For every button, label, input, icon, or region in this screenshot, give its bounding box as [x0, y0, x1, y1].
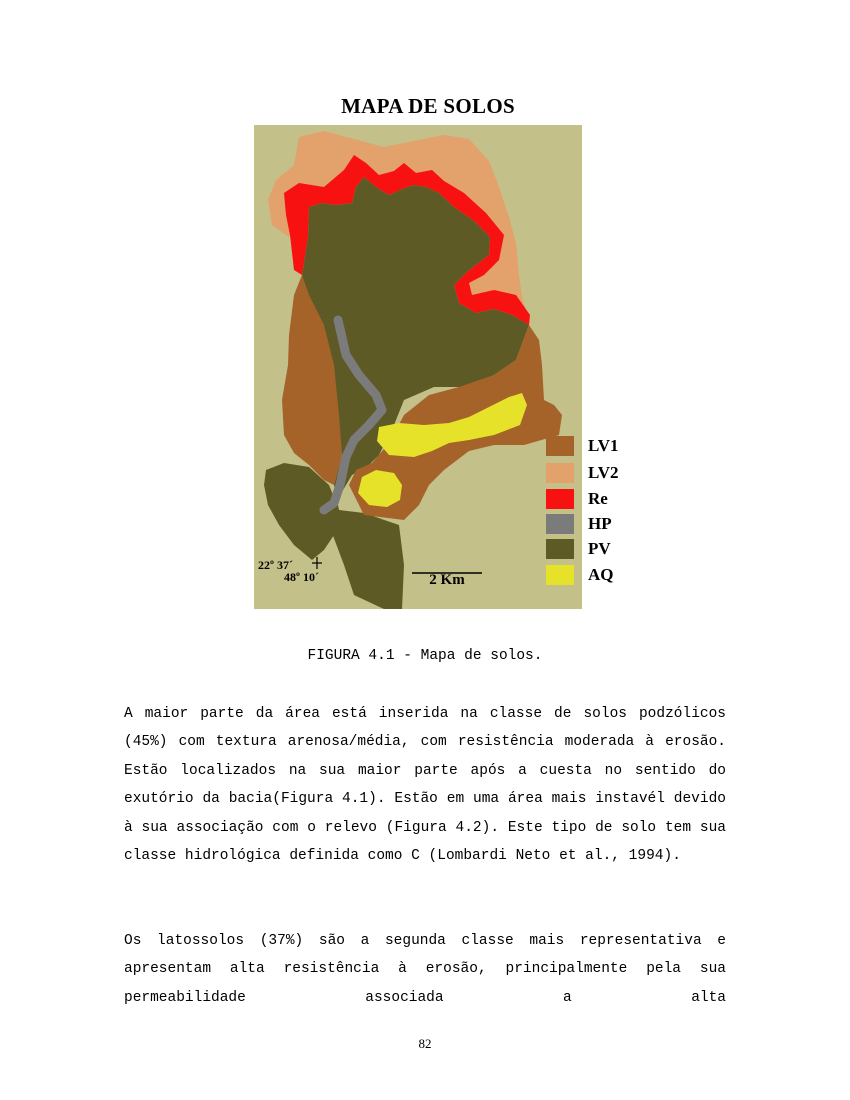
- map-title: MAPA DE SOLOS: [341, 94, 515, 118]
- legend-label: AQ: [588, 565, 614, 584]
- figure-caption: FIGURA 4.1 - Mapa de solos.: [307, 648, 543, 664]
- legend-label: HP: [588, 514, 612, 533]
- legend-item-hp: [546, 514, 656, 534]
- legend-item-re: [546, 489, 656, 509]
- paragraph: Os latossolos (37%) são a segunda classe mais representativa e apresentam alta resistência à erosão, principalmente pela sua permeabilidade associada a alta: [124, 933, 726, 1006]
- legend-item-aq: [546, 565, 656, 585]
- legend-swatch: [546, 489, 574, 509]
- page-number: 82: [418, 1036, 432, 1051]
- paragraph: A maior parte da área está inserida na classe de solos podzólicos (45%) com textura arenosa/média, com resistência moderada à erosão. Estão localizados na sua maior parte após a cuesta no sentido do exutório da bacia(Figura 4.1). Estão em uma área mais instavél devido à sua associação com o relevo (Figura 4.2). Este tipo de solo tem sua classe hidrológica definida como C (Lombardi Neto et al., 1994).: [124, 706, 726, 865]
- legend-item-lv2: [546, 463, 656, 483]
- legend-item-lv1: [546, 436, 656, 456]
- legend-swatch: [546, 565, 574, 585]
- legend-swatch: [546, 514, 574, 534]
- legend-label: Re: [588, 489, 608, 508]
- coordinate-longitude: 48º 10´: [284, 570, 319, 584]
- legend-item-pv: [546, 539, 656, 559]
- coordinate-latitude: 22º 37´: [258, 558, 293, 572]
- legend-swatch: [546, 436, 574, 456]
- legend-label: LV1: [588, 436, 619, 455]
- soil-map: [254, 125, 582, 609]
- legend-swatch: [546, 463, 574, 483]
- legend-label: PV: [588, 539, 611, 558]
- scale-label: 2 Km: [429, 572, 465, 588]
- legend-swatch: [546, 539, 574, 559]
- legend-label: LV2: [588, 463, 619, 482]
